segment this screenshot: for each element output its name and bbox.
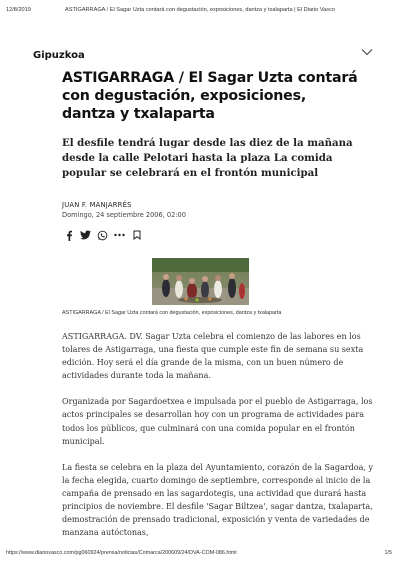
facebook-icon[interactable]	[62, 229, 75, 242]
chevron-down-icon[interactable]	[360, 45, 374, 57]
whatsapp-icon[interactable]	[96, 229, 109, 242]
article-headline: ASTIGARRAGA / El Sagar Uzta contará con degustación, exposiciones, dantza y txalaparta	[62, 70, 358, 122]
article-body	[62, 330, 374, 552]
share-toolbar	[62, 228, 147, 242]
article-subhead: El desfile tendrá lugar desde las diez de la mañana desde la calle Pelotari hasta la plaza La comida popular se celebrará en el frontón municipal	[62, 137, 353, 179]
print-document-title: ASTIGARRAGA / El Sagar Uzta contará con degustación, exposiciones, dantza y txalaparta | El Diario Vasco	[65, 7, 335, 13]
section-label[interactable]: Gipuzkoa	[33, 50, 85, 61]
print-header	[6, 7, 394, 17]
print-url: https://www.diariovasco.com/pg060924/prensa/noticias/Comarca/200609/24/DVA-COM-086.html	[6, 550, 237, 556]
section-bar	[33, 45, 374, 59]
paragraph: Organizada por Sagardoetxea e impulsada por el pueblo de Astigarraga, los actos principales se desarrollan hoy con un programa de actividades para todos los públicos, que culminará con una comida popular en el frontón municipal.	[62, 397, 373, 446]
print-date: 12/8/2019	[6, 7, 31, 13]
photo-caption: ASTIGARRAGA / El Sagar Uzta contará con degustación, exposiciones, dantza y txalaparta	[62, 310, 282, 316]
paragraph: La fiesta se celebra en la plaza del Ayuntamiento, corazón de la Sagardoa, y la fecha elegida, cuarto domingo de septiembre, corresponde al inicio de la campaña de prensado en las sagardotegis, una actividad que durará hasta principios de noviembre. El desfile 'Sagar Biltzea', sagar dantza, txalaparta, demostración de prensado tradicional, exposición y venta de variedades de manzana autóctonas,	[62, 462, 374, 538]
article-photo[interactable]	[152, 258, 249, 305]
print-footer	[6, 550, 392, 560]
paragraph: ASTIGARRAGA. DV. Sagar Uzta celebra el comienzo de las labores en los tolares de Astigarraga, una fiesta que cumple este fin de semana su sexta edición. Hoy será el día grande de la misma, con un buen número de actividades durante toda la mañana.	[62, 332, 364, 381]
publish-date: Domingo, 24 septiembre 2006, 02:00	[62, 211, 186, 219]
author-byline[interactable]: JUAN F. MANJARRÉS	[62, 201, 132, 209]
twitter-icon[interactable]	[79, 229, 92, 242]
page-number: 1/5	[384, 550, 392, 556]
bookmark-icon[interactable]	[130, 229, 143, 242]
more-icon[interactable]	[113, 229, 126, 242]
